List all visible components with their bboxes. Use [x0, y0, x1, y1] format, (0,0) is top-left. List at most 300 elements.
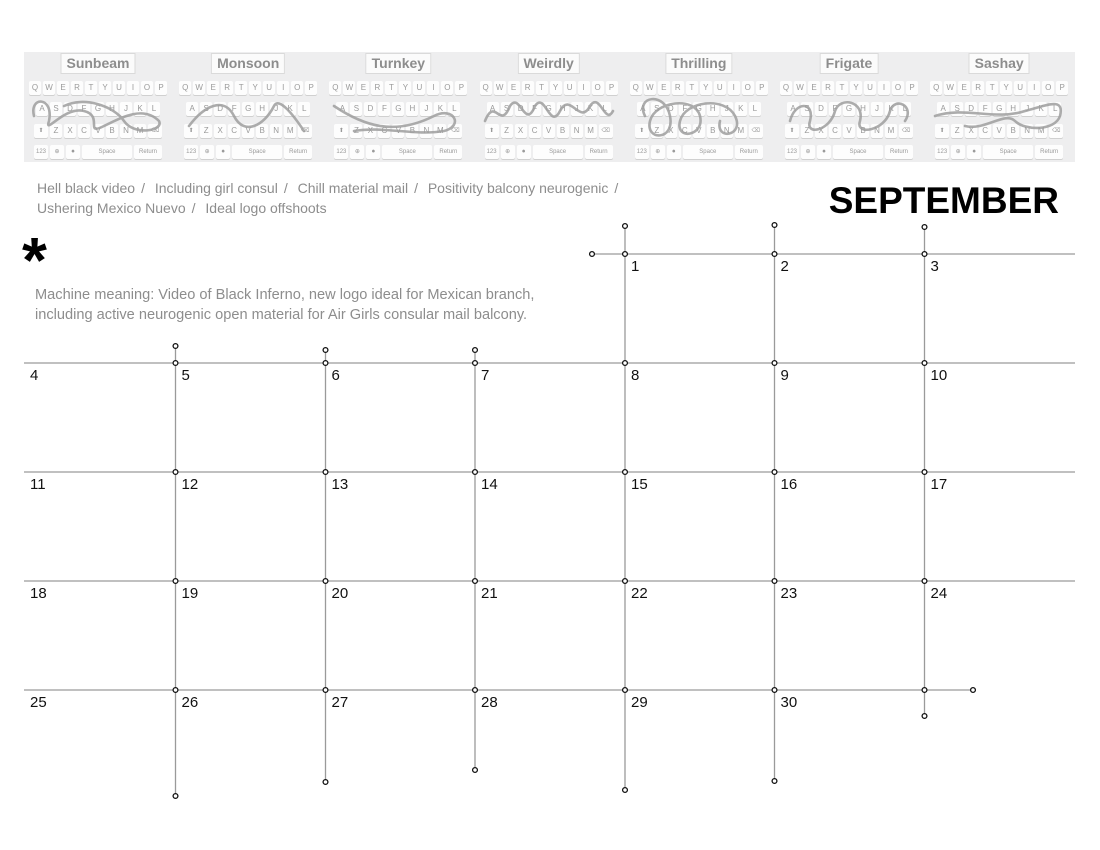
day-number: 19 [181, 585, 199, 602]
keyboard-word-label: Frigate [820, 53, 879, 74]
key: K [1035, 102, 1047, 116]
grid-node [922, 225, 927, 230]
key: I [578, 81, 590, 95]
phrase-separator: / [191, 200, 196, 216]
grid-node [772, 361, 777, 366]
key: A [787, 102, 799, 116]
delete-icon: ⌫ [749, 124, 763, 138]
globe-icon: ⊕ [951, 145, 965, 159]
space-key: Space [232, 145, 282, 159]
key: R [672, 81, 684, 95]
grid-node [323, 688, 328, 693]
grid-node [623, 252, 628, 257]
key: K [434, 102, 446, 116]
key: D [815, 102, 827, 116]
key: Z [501, 124, 513, 138]
key: Q [630, 81, 642, 95]
grid-node [623, 788, 628, 793]
keyboard-word-label: Sashay [969, 53, 1030, 74]
key: T [986, 81, 998, 95]
grid-node [173, 470, 178, 475]
key: R [522, 81, 534, 95]
key: C [529, 124, 541, 138]
keyboard-word-label: Monsoon [211, 53, 285, 74]
day-number: 27 [331, 694, 349, 711]
delete-icon: ⌫ [599, 124, 613, 138]
key: S [951, 102, 963, 116]
phrase-item: Including girl consul [154, 180, 278, 196]
key: C [78, 124, 90, 138]
grid-node [323, 348, 328, 353]
numbers-key: 123 [184, 145, 198, 159]
shift-icon: ⬆ [635, 124, 649, 138]
return-key: Return [134, 145, 162, 159]
key: Q [930, 81, 942, 95]
key: O [1042, 81, 1054, 95]
day-number: 25 [30, 694, 47, 711]
microphone-icon: ⏺ [66, 145, 80, 159]
key: U [564, 81, 576, 95]
delete-icon: ⌫ [448, 124, 462, 138]
grid-node [473, 768, 478, 773]
delete-icon: ⌫ [148, 124, 162, 138]
grid-node [473, 579, 478, 584]
key: V [993, 124, 1005, 138]
day-number: 20 [331, 585, 349, 602]
return-key: Return [885, 145, 913, 159]
key: O [141, 81, 153, 95]
key: M [885, 124, 897, 138]
key: N [571, 124, 583, 138]
grid-node [971, 688, 976, 693]
key: A [36, 102, 48, 116]
space-key: Space [683, 145, 733, 159]
key: V [242, 124, 254, 138]
day-number: 4 [30, 367, 39, 384]
day-number: 1 [631, 258, 640, 275]
key: O [291, 81, 303, 95]
numbers-key: 123 [635, 145, 649, 159]
key: G [392, 102, 404, 116]
microphone-icon: ⏺ [366, 145, 380, 159]
phrase-separator: / [141, 180, 145, 196]
grid-node [772, 470, 777, 475]
key: M [134, 124, 146, 138]
space-key: Space [983, 145, 1033, 159]
grid-node [922, 579, 927, 584]
key: B [707, 124, 719, 138]
key: I [277, 81, 289, 95]
key: E [958, 81, 970, 95]
key: X [64, 124, 76, 138]
day-number: 21 [481, 585, 498, 602]
key: Z [200, 124, 212, 138]
key: Y [1000, 81, 1012, 95]
key: P [606, 81, 618, 95]
microphone-icon: ⏺ [216, 145, 230, 159]
key: Q [179, 81, 191, 95]
asterisk-mark: * [22, 224, 47, 296]
key: Z [350, 124, 362, 138]
day-number: 14 [481, 476, 498, 493]
key: N [270, 124, 282, 138]
space-key: Space [833, 145, 883, 159]
key: L [749, 102, 761, 116]
key: P [155, 81, 167, 95]
globe-icon: ⊕ [801, 145, 815, 159]
grid-node [922, 470, 927, 475]
return-key: Return [735, 145, 763, 159]
key: P [305, 81, 317, 95]
key: D [364, 102, 376, 116]
grid-node [473, 470, 478, 475]
key: W [644, 81, 656, 95]
key: X [515, 124, 527, 138]
microphone-icon: ⏺ [967, 145, 981, 159]
key: P [455, 81, 467, 95]
key: V [392, 124, 404, 138]
key: H [707, 102, 719, 116]
day-number: 16 [780, 476, 798, 493]
key: O [892, 81, 904, 95]
key: F [378, 102, 390, 116]
key: S [651, 102, 663, 116]
grid-node [473, 361, 478, 366]
key: I [1028, 81, 1040, 95]
numbers-key: 123 [485, 145, 499, 159]
keyboard-word-label: Thrilling [665, 53, 732, 74]
key: B [106, 124, 118, 138]
key: U [263, 81, 275, 95]
shift-icon: ⬆ [485, 124, 499, 138]
shift-icon: ⬆ [34, 124, 48, 138]
keyboard-word-label: Turnkey [366, 53, 431, 74]
key: H [256, 102, 268, 116]
grid-node [173, 794, 178, 799]
grid-node [473, 348, 478, 353]
key: P [906, 81, 918, 95]
key: A [336, 102, 348, 116]
key: J [1021, 102, 1033, 116]
key: H [857, 102, 869, 116]
grid-node [772, 779, 777, 784]
key: L [1049, 102, 1061, 116]
delete-icon: ⌫ [899, 124, 913, 138]
key: Q [329, 81, 341, 95]
keyboard-word-label: Weirdly [517, 53, 579, 74]
grid-node [323, 361, 328, 366]
day-number: 9 [780, 367, 789, 384]
key: M [735, 124, 747, 138]
key: T [385, 81, 397, 95]
key: L [448, 102, 460, 116]
phrase-separator: / [414, 180, 418, 196]
key: T [536, 81, 548, 95]
phrase-separator: / [614, 180, 619, 196]
key: D [665, 102, 677, 116]
key: I [728, 81, 740, 95]
key: G [543, 102, 555, 116]
key: E [508, 81, 520, 95]
key: U [714, 81, 726, 95]
key: X [214, 124, 226, 138]
grid-node [922, 714, 927, 719]
key: Z [651, 124, 663, 138]
key: S [200, 102, 212, 116]
key: V [543, 124, 555, 138]
key: C [679, 124, 691, 138]
key: B [1007, 124, 1019, 138]
day-number: 7 [481, 367, 490, 384]
key: B [256, 124, 268, 138]
key: U [413, 81, 425, 95]
space-key: Space [382, 145, 432, 159]
grid-node [922, 688, 927, 693]
key: B [406, 124, 418, 138]
key: V [693, 124, 705, 138]
key: W [43, 81, 55, 95]
return-key: Return [1035, 145, 1063, 159]
key: L [298, 102, 310, 116]
key: R [972, 81, 984, 95]
shift-icon: ⬆ [935, 124, 949, 138]
space-key: Space [533, 145, 583, 159]
key: H [1007, 102, 1019, 116]
numbers-key: 123 [334, 145, 348, 159]
key: J [871, 102, 883, 116]
key: F [679, 102, 691, 116]
phrase-item: Chill material mail [297, 180, 409, 196]
key: H [106, 102, 118, 116]
key: M [585, 124, 597, 138]
day-number: 17 [930, 476, 948, 493]
shift-icon: ⬆ [785, 124, 799, 138]
grid-node [623, 579, 628, 584]
key: K [585, 102, 597, 116]
day-number: 8 [631, 367, 640, 384]
key: W [944, 81, 956, 95]
grid-node [173, 579, 178, 584]
key: C [228, 124, 240, 138]
day-number: 12 [181, 476, 199, 493]
key: D [64, 102, 76, 116]
key: W [794, 81, 806, 95]
return-key: Return [434, 145, 462, 159]
key: T [85, 81, 97, 95]
phrase-item: Hell black video [37, 180, 136, 196]
key: O [742, 81, 754, 95]
phrase-item: Ushering Mexico Nuevo [37, 200, 186, 216]
key: Q [780, 81, 792, 95]
key: X [364, 124, 376, 138]
microphone-icon: ⏺ [667, 145, 681, 159]
key: R [371, 81, 383, 95]
grid-node [922, 361, 927, 366]
key: P [756, 81, 768, 95]
key: L [899, 102, 911, 116]
key: F [979, 102, 991, 116]
key: N [420, 124, 432, 138]
key: Z [801, 124, 813, 138]
key: G [993, 102, 1005, 116]
key: A [937, 102, 949, 116]
key: Y [700, 81, 712, 95]
phrase-item: Positivity balcony neurogenic [427, 180, 609, 196]
key: S [50, 102, 62, 116]
key: Q [29, 81, 41, 95]
key: M [434, 124, 446, 138]
grid-node [173, 344, 178, 349]
day-number: 23 [780, 585, 798, 602]
grid-node [772, 252, 777, 257]
key: K [735, 102, 747, 116]
key: D [214, 102, 226, 116]
globe-icon: ⊕ [200, 145, 214, 159]
day-number: 29 [631, 694, 648, 711]
key: Q [480, 81, 492, 95]
key: Y [99, 81, 111, 95]
key: D [965, 102, 977, 116]
key: K [134, 102, 146, 116]
key: L [599, 102, 611, 116]
key: Y [249, 81, 261, 95]
key: V [92, 124, 104, 138]
key: G [92, 102, 104, 116]
key: N [1021, 124, 1033, 138]
numbers-key: 123 [935, 145, 949, 159]
key: R [822, 81, 834, 95]
numbers-key: 123 [785, 145, 799, 159]
shift-icon: ⬆ [184, 124, 198, 138]
delete-icon: ⌫ [1049, 124, 1063, 138]
key: F [228, 102, 240, 116]
key: E [357, 81, 369, 95]
globe-icon: ⊕ [501, 145, 515, 159]
grid-node [590, 252, 595, 257]
key: D [515, 102, 527, 116]
key: J [721, 102, 733, 116]
grid-node [323, 579, 328, 584]
key: T [836, 81, 848, 95]
grid-node [623, 361, 628, 366]
grid-node [473, 688, 478, 693]
microphone-icon: ⏺ [817, 145, 831, 159]
key: F [529, 102, 541, 116]
grid-node [623, 224, 628, 229]
microphone-icon: ⏺ [517, 145, 531, 159]
key: V [843, 124, 855, 138]
key: S [350, 102, 362, 116]
globe-icon: ⊕ [651, 145, 665, 159]
day-number: 26 [181, 694, 199, 711]
key: N [871, 124, 883, 138]
key: J [120, 102, 132, 116]
key: E [658, 81, 670, 95]
key: L [148, 102, 160, 116]
grid-node [173, 688, 178, 693]
key: I [878, 81, 890, 95]
key: A [487, 102, 499, 116]
key: X [965, 124, 977, 138]
grid-node [623, 688, 628, 693]
key: M [1035, 124, 1047, 138]
day-number: 30 [780, 694, 798, 711]
grid-node [772, 688, 777, 693]
key: G [242, 102, 254, 116]
machine-meaning-text: Machine meaning: Video of Black Inferno, new logo ideal for Mexican branch, including active neurogenic open material for Air Girls consular mail balcony. [35, 287, 535, 323]
return-key: Return [284, 145, 312, 159]
key: G [693, 102, 705, 116]
key: X [665, 124, 677, 138]
key: C [979, 124, 991, 138]
day-number: 13 [331, 476, 349, 493]
key: T [686, 81, 698, 95]
grid-node [922, 252, 927, 257]
phrase-item: Ideal logo offshoots [205, 200, 327, 216]
key: C [829, 124, 841, 138]
grid-node [323, 470, 328, 475]
grid-node [772, 579, 777, 584]
key: I [127, 81, 139, 95]
key: Y [399, 81, 411, 95]
key: C [378, 124, 390, 138]
key: Z [951, 124, 963, 138]
key: K [284, 102, 296, 116]
key: H [557, 102, 569, 116]
day-number: 5 [181, 367, 190, 384]
key: N [120, 124, 132, 138]
numbers-key: 123 [34, 145, 48, 159]
key: K [885, 102, 897, 116]
grid-node [323, 780, 328, 785]
day-number: 3 [930, 258, 939, 275]
key: O [592, 81, 604, 95]
globe-icon: ⊕ [50, 145, 64, 159]
key: R [221, 81, 233, 95]
key: H [406, 102, 418, 116]
day-number: 28 [481, 694, 498, 711]
shift-icon: ⬆ [334, 124, 348, 138]
key: W [343, 81, 355, 95]
day-number: 11 [30, 476, 46, 493]
grid-node [623, 470, 628, 475]
key: B [857, 124, 869, 138]
key: P [1056, 81, 1068, 95]
key: W [193, 81, 205, 95]
key: J [270, 102, 282, 116]
key: U [864, 81, 876, 95]
key: E [57, 81, 69, 95]
phrase-separator: / [283, 180, 288, 196]
grid-node [173, 361, 178, 366]
return-key: Return [585, 145, 613, 159]
day-number: 10 [930, 367, 948, 384]
day-number: 15 [631, 476, 648, 493]
day-number: 2 [780, 258, 789, 275]
globe-icon: ⊕ [350, 145, 364, 159]
key: X [815, 124, 827, 138]
key: Z [50, 124, 62, 138]
key: J [420, 102, 432, 116]
space-key: Space [82, 145, 132, 159]
key: Y [550, 81, 562, 95]
key: N [721, 124, 733, 138]
key: R [71, 81, 83, 95]
keyboard-word-label: Sunbeam [60, 53, 135, 74]
day-number: 22 [631, 585, 648, 602]
key: U [113, 81, 125, 95]
key: F [829, 102, 841, 116]
